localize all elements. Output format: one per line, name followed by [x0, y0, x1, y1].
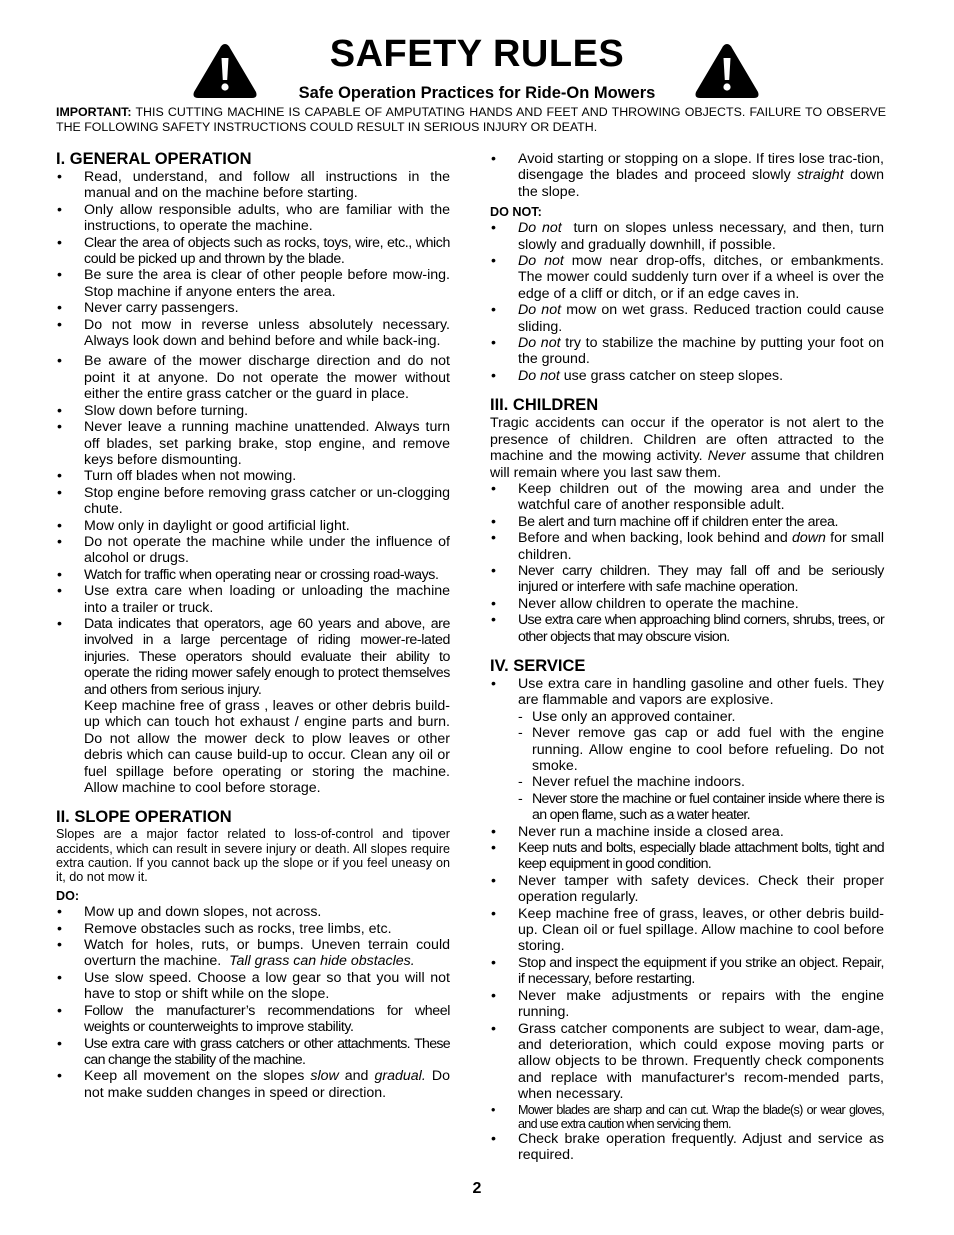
list-item: • Mow up and down slopes, not across.: [56, 904, 450, 920]
list-item: • Watch for traffic when operating near or crossing road-ways.: [56, 567, 450, 583]
page-title: SAFETY RULES: [329, 33, 625, 75]
list-item: [490, 253, 884, 302]
list-item: • Use slow speed. Choose a low gear so that you will not have to stop or shift while on the slope.: [56, 970, 450, 1003]
list-item: • Do not mow in reverse unless absolutely necessary. Always look down and behind before and while back-ing.: [56, 317, 450, 350]
list-item-text: try to stabilize the machine by putting your foot on the ground.: [518, 335, 884, 368]
list-item: • Keep children out of the mowing area and under the watchful care of another responsible adult.: [490, 481, 884, 514]
general-continued-paragraph: Keep machine free of grass , leaves or other debris build-up which can touch hot exhaust / engine parts and burn. Do not allow the mower deck to plow leaves or other debris which can cause build-up to occur. Clean any oil or fuel spillage before operating or storing the machine. Allow machine to cool before storage.: [84, 698, 450, 797]
section-heading-general: I. GENERAL OPERATION: [56, 150, 252, 168]
do-not-label: DO NOT:: [490, 205, 542, 220]
list-item: • Mower blades are sharp and can cut. Wrap the blade(s) or wear gloves, and use extra caution when servicing them.: [490, 1103, 884, 1131]
right-column: [490, 151, 884, 1164]
list-item: • Data indicates that operators, age 60 years and above, are involved in a large percentage of riding mower-re-lated injuries. These operators should evaluate their ability to operate the riding mower safely enough to protect themselves and others from serious injury.: [56, 616, 450, 698]
slope-intro: Slopes are a major factor related to loss-of-control and tipover accidents, which can result in severe injury or death. All slopes require extra caution. If you cannot back up the slope or if you feel uneasy on it, do not mow it.: [56, 827, 450, 885]
list-item: • Use extra care when loading or unloading the machine into a trailer or truck.: [56, 583, 450, 616]
section-heading-service: IV. SERVICE: [490, 656, 586, 675]
list-item: • Grass catcher components are subject to wear, dam-age, and deterioration, which could expose moving parts or allow objects to be thrown. Frequently check components and replace with manufacturer's recom-mended parts, when necessary.: [490, 1021, 884, 1103]
list-item-emphasis: Do not: [518, 220, 562, 237]
list-item: • Use extra care with grass catchers or other attachments. These can change the stability of the machine.: [56, 1036, 450, 1069]
list-item-text: mow on wet grass. Reduced traction could cause sliding.: [518, 302, 884, 335]
list-item-emphasis: Do not: [518, 367, 560, 384]
list-item-emphasis: Do not: [518, 302, 562, 319]
list-item: [56, 1068, 450, 1101]
list-item-text: Keep all movement on the slopes: [84, 1068, 305, 1085]
list-item: • Follow the manufacturer’s recommendations for wheel weights or counterweights to improve stability.: [56, 1003, 450, 1036]
left-column: [56, 149, 450, 1101]
list-item: • Check brake operation frequently. Adjust and service as required.: [490, 1131, 884, 1164]
list-item-emphasis: gradual.: [374, 1068, 426, 1085]
list-item: [490, 676, 884, 824]
list-item: • Stop and inspect the equipment if you strike an object. Repair, if necessary, before restarting.: [490, 955, 884, 988]
list-item-emphasis: slow: [310, 1068, 339, 1085]
list-item-emphasis: Tall grass can hide obstacles.: [229, 953, 415, 970]
important-notice: [56, 105, 886, 135]
page-number: 2: [472, 1180, 482, 1197]
list-item: • Never tamper with safety devices. Check their proper operation regularly.: [490, 873, 884, 906]
list-item: • Stop engine before removing grass catcher or un-clogging chute.: [56, 485, 450, 518]
list-item: • Slow down before turning.: [56, 403, 450, 419]
page-subtitle: Safe Operation Practices for Ride-On Mowers: [298, 84, 656, 102]
do-list-continued: [490, 151, 884, 200]
intro-emphasis: Never: [707, 448, 746, 465]
section-heading-children: III. CHILDREN: [490, 396, 599, 415]
general-list: [56, 169, 450, 698]
list-item: [56, 937, 450, 970]
list-item-text: Watch for holes, ruts, or bumps. Uneven terrain could overturn the machine.: [84, 937, 450, 970]
list-item: • Be alert and turn machine off if children enter the area.: [490, 514, 884, 530]
list-item: • Turn off blades when not mowing.: [56, 468, 450, 484]
list-item: • Mow only in daylight or good artificial light.: [56, 518, 450, 534]
list-item: • Never allow children to operate the machine.: [490, 596, 884, 612]
list-item: • Never carry children. They may fall off and be seriously injured or interfere with safe machine operation.: [490, 563, 884, 596]
list-item: [490, 368, 884, 384]
list-item: [490, 530, 884, 563]
intro-text: assume that children will remain where you last saw them.: [490, 448, 884, 481]
sub-list-item: - Never remove gas cap or add fuel with the engine running. Allow engine to cool before refueling. Do not smoke.: [518, 725, 884, 774]
list-item: • Never leave a running machine unattended. Always turn off blades, set parking brake, stop engine, and remove keys before dismounting.: [56, 419, 450, 468]
list-item: • Read, understand, and follow all instructions in the manual and on the machine before starting.: [56, 169, 450, 202]
children-intro: [490, 415, 884, 481]
list-item: [490, 151, 884, 200]
list-item-text: Before and when backing, look behind and: [518, 530, 788, 547]
list-item: [490, 335, 884, 368]
list-item: • Only allow responsible adults, who are familiar with the instructions, to operate the machine.: [56, 202, 450, 235]
list-item-emphasis: Do not: [518, 335, 561, 352]
list-item-text: Use extra care in handling gasoline and other fuels. They are flammable and vapors are explosive.: [518, 675, 884, 709]
important-text: THIS CUTTING MACHINE IS CAPABLE OF AMPUTATING HANDS AND FEET AND THROWING OBJECTS. FAILURE TO OBSERVE THE FOLLOWING SAFETY INSTRUCTIONS COULD RESULT IN SERIOUS INJURY OR DEATH.: [56, 105, 887, 134]
list-item: • Be aware of the mower discharge direction and do not point it at anyone. Do not operate the mower without either the entire grass catcher or the guard in place.: [56, 353, 450, 402]
sub-list-item: - Never refuel the machine indoors.: [518, 774, 884, 790]
list-item-emphasis: Do not: [518, 253, 564, 270]
service-list: [490, 676, 884, 1164]
sub-list-item: - Use only an approved container.: [518, 709, 884, 725]
list-item-text: down the slope.: [518, 167, 884, 200]
list-item-text: and: [344, 1068, 369, 1085]
list-item-text: Do not make sudden changes in speed or direction.: [84, 1068, 450, 1101]
do-not-list: [490, 220, 884, 384]
list-item-text: Avoid starting or stopping on a slope. If tires lose trac-tion, disengage the blades and proceed slowly: [518, 151, 884, 184]
list-item: • Keep machine free of grass, leaves, or other debris build-up. Clean oil or fuel spillage. Allow machine to cool before storing.: [490, 906, 884, 955]
list-item: • Remove obstacles such as rocks, tree limbs, etc.: [56, 921, 450, 937]
list-item-text: mow near drop-offs, ditches, or embankments. The mower could suddenly turn over if a wheel is over the edge of a cliff or ditch, or if an edge caves in.: [518, 253, 884, 302]
section-heading-slope: II. SLOPE OPERATION: [56, 808, 232, 827]
list-item: • Be sure the area is clear of other people before mow-ing. Stop machine if anyone enters the area.: [56, 267, 450, 300]
list-item: • Clear the area of objects such as rocks, toys, wire, etc., which could be picked up and thrown by the blade.: [56, 235, 450, 268]
important-label: IMPORTANT:: [56, 105, 132, 119]
do-label: DO:: [56, 889, 80, 904]
list-item: • Never run a machine inside a closed area.: [490, 824, 884, 840]
list-item: • Never carry passengers.: [56, 300, 450, 316]
intro-text: Tragic accidents can occur if the operator is not alert to the presence of children. Children are often attracted to the machine and the mowing activity.: [490, 415, 884, 465]
list-item-text: use grass catcher on steep slopes.: [563, 367, 784, 384]
list-item-emphasis: straight: [797, 167, 844, 184]
list-item: [490, 302, 884, 335]
list-item-text: for small children.: [518, 530, 885, 563]
do-list: [56, 904, 450, 1101]
list-item: [490, 220, 884, 253]
fuel-sublist: [518, 709, 884, 824]
sub-list-item: - Never store the machine or fuel container inside where there is an open flame, such as a water heater.: [518, 791, 884, 824]
list-item: • Use extra care when approaching blind corners, shrubs, trees, or other objects that may obscure vision.: [490, 612, 884, 645]
list-item: • Do not operate the machine while under the influence of alcohol or drugs.: [56, 534, 450, 567]
list-item-emphasis: down: [792, 530, 826, 547]
list-item: • Keep nuts and bolts, especially blade attachment bolts, tight and keep equipment in good condition.: [490, 840, 884, 873]
list-item-text: turn on slopes unless necessary, and then, turn slowly and gradually downhill, if possible.: [518, 220, 884, 253]
list-item: • Never make adjustments or repairs with the engine running.: [490, 988, 884, 1021]
children-list: [490, 481, 884, 645]
